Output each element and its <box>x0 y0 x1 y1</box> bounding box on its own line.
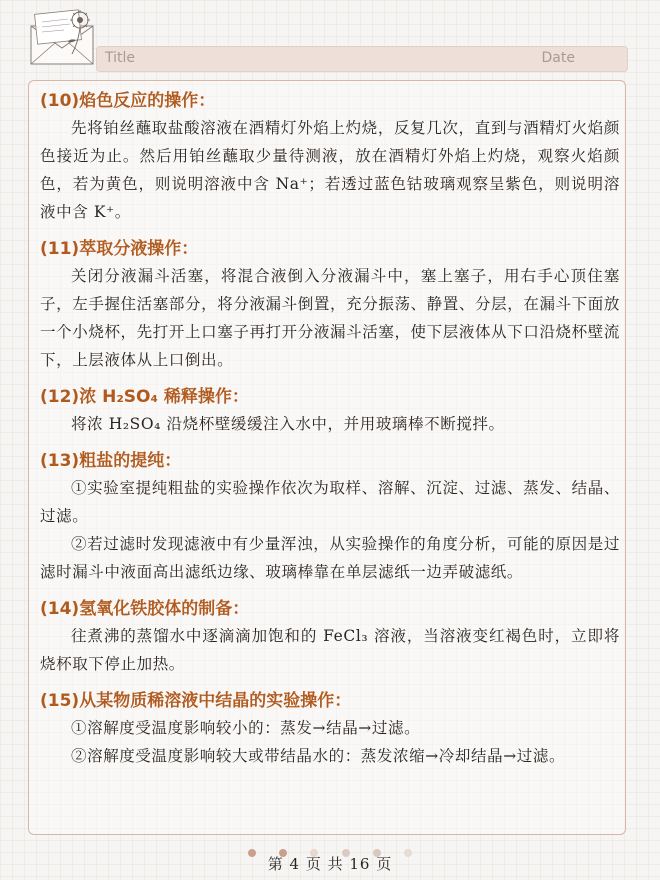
date-placeholder: Date <box>541 50 575 66</box>
paragraph: 先将铂丝蘸取盐酸溶液在酒精灯外焰上灼烧，反复几次，直到与酒精灯火焰颜色接近为止。然后用铂丝蘸取少量待测液，放在酒精灯外焰上灼烧，观察火焰颜色，若为黄色，则说明溶液中含 Na⁺；若透过蓝色钴玻璃观察呈紫色，则说明溶液中含 K⁺。 <box>40 119 620 221</box>
paragraph: 往煮沸的蒸馏水中逐滴滴加饱和的 FeCl₃ 溶液，当溶液变红褐色时，立即将烧杯取下停止加热。 <box>40 627 620 673</box>
section-acid-dilution <box>40 384 620 438</box>
title-date-bar[interactable] <box>96 46 628 72</box>
title-placeholder: Title <box>105 50 136 66</box>
envelope-icon <box>28 8 96 68</box>
paragraph: 关闭分液漏斗活塞，将混合液倒入分液漏斗中，塞上塞子，用右手心顶住塞子，左手握住活塞部分，将分液漏斗倒置，充分振荡、静置、分层，在漏斗下面放一个小烧杯，先打开上口塞子再打开分液漏斗活塞，使下层液体从下口沿烧杯壁流下，上层液体从上口倒出。 <box>40 267 620 369</box>
paragraph: 将浓 H₂SO₄ 沿烧杯壁缓缓注入水中，并用玻璃棒不断搅拌。 <box>71 415 505 433</box>
section-heading: (14)氢氧化铁胶体的制备： <box>40 599 250 619</box>
section-heading: (12)浓 H₂SO₄ 稀释操作： <box>40 387 249 407</box>
section-heading: (13)粗盐的提纯： <box>40 451 182 471</box>
section-heading: (11)萃取分液操作： <box>40 239 199 259</box>
section-heading: (10)焰色反应的操作： <box>40 91 216 111</box>
paragraph: ②若过滤时发现滤液中有少量浑浊，从实验操作的角度分析，可能的原因是过滤时漏斗中液面高出滤纸边缘、玻璃棒靠在单层滤纸一边弄破滤纸。 <box>40 535 620 581</box>
paragraph: ②溶解度受温度影响较大或带结晶水的：蒸发浓缩→冷却结晶→过滤。 <box>71 747 566 765</box>
section-crystallization <box>40 688 620 770</box>
paragraph: ①溶解度受温度影响较小的：蒸发→结晶→过滤。 <box>71 719 421 737</box>
section-flame-test <box>40 88 620 226</box>
page-number: 第 4 页 共 16 页 <box>267 855 393 873</box>
section-extraction <box>40 236 620 374</box>
section-salt-purification <box>40 448 620 586</box>
paragraph: ①实验室提纯粗盐的实验操作依次为取样、溶解、沉淀、过滤、蒸发、结晶、过滤。 <box>40 479 620 525</box>
section-heading: (15)从某物质稀溶液中结晶的实验操作： <box>40 691 352 711</box>
section-colloid-prep <box>40 596 620 678</box>
note-content <box>40 84 620 770</box>
